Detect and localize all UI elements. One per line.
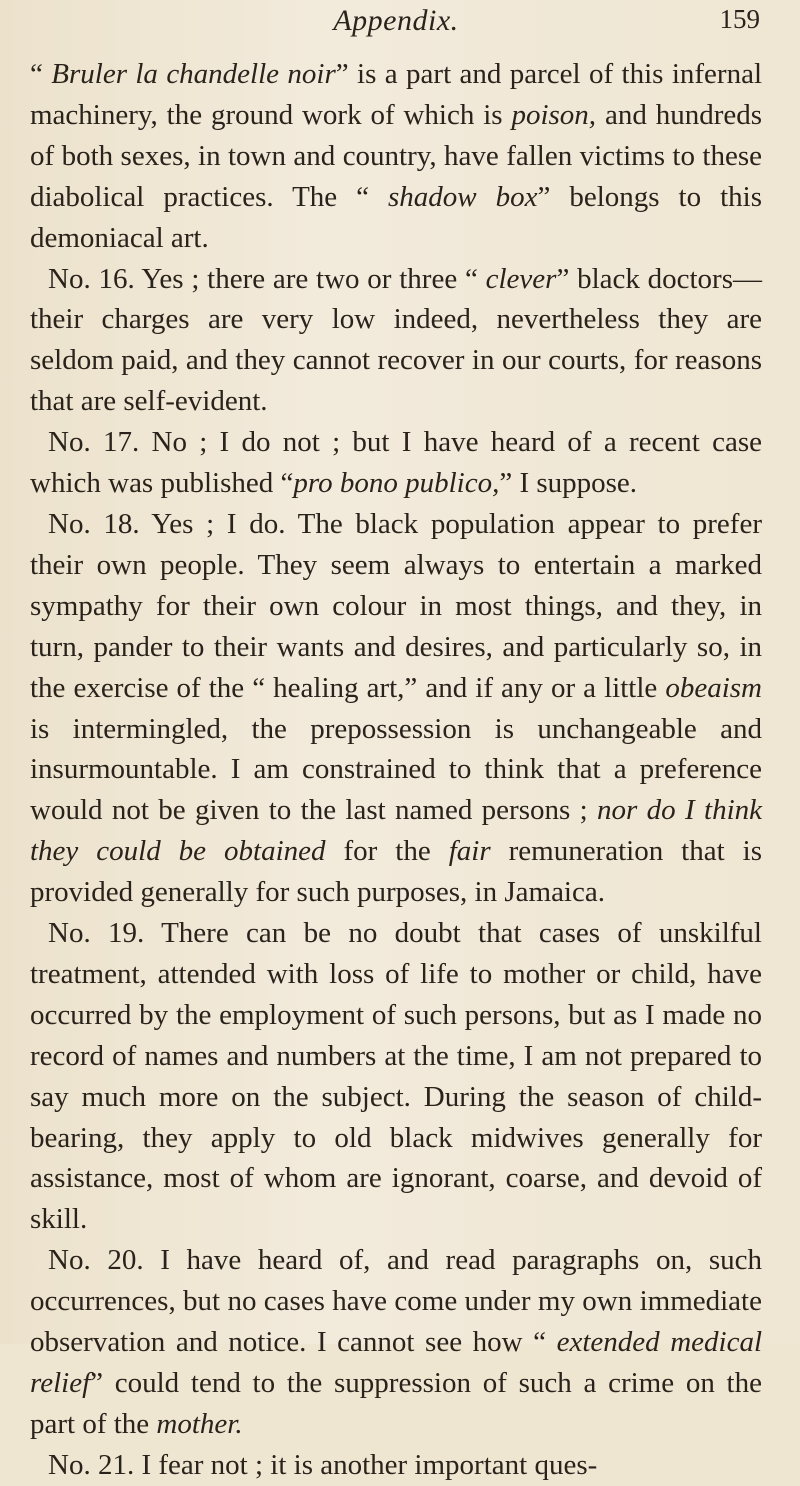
italic-text: nor do I think they could be obtained [30, 794, 762, 868]
italic-text: mother. [156, 1407, 243, 1440]
paragraph [30, 1445, 762, 1486]
body-text [30, 54, 762, 1486]
italic-text: clever [485, 262, 557, 295]
text-run: No. 20. I have heard of, and read paragraphs on, such occurrences, but no cases have come under my own immediate observation and notice. I cannot see how “ [30, 1244, 762, 1359]
text-run: No. 16. Yes ; there are two or three “ [48, 262, 486, 295]
paragraph [30, 504, 762, 913]
italic-text: Bruler la chandelle noir [51, 58, 336, 90]
text-run: ” belongs to this demoniacal art. [30, 180, 762, 254]
italic-text: poison, [511, 98, 597, 131]
italic-text: pro bono publico, [293, 467, 500, 500]
page-header [30, 0, 762, 54]
text-run: No. 19. There can be no doubt that cases of unskilful treatment, attended with loss of life to mother or child, have occurred by the employment of such persons, but as I made no record of names and numbers at the time, I am not prepared to say much more on the subject. During the season of child-bearing, they apply to old black midwives generally for assistance, most of whom are ignorant, coarse, and devoid of skill. [30, 917, 762, 1236]
text-run: is intermingled, the prepossession is unchangeable and insurmountable. I am constrained to think that a preference would not be given to the last named persons ; [30, 712, 762, 827]
italic-text: fair [448, 835, 491, 868]
page-number: 159 [719, 4, 760, 34]
text-run: ” is a part and parcel of this infernal machinery, the ground work of which is [30, 58, 762, 131]
paragraph [30, 913, 762, 1240]
paragraph [30, 259, 762, 423]
text-run: remuneration that is provided generally for such purposes, in Jamaica. [30, 835, 762, 909]
running-title: Appendix. [333, 4, 459, 37]
paragraph [30, 1240, 762, 1445]
italic-text: obeaism [665, 671, 762, 704]
text-run: and hundreds of both sexes, in town and country, have fallen victims to these diabolical practices. The “ [30, 98, 763, 213]
italic-text: shadow box [388, 180, 538, 213]
text-run: No. 21. I fear not ; it is another important ques- [48, 1448, 598, 1481]
text-run: ” black doctors—their charges are very low indeed, nevertheless they are seldom paid, and they cannot recover in our courts, for reasons that are self-evident. [30, 262, 763, 418]
paragraph [30, 422, 762, 504]
text-run: ” I suppose. [499, 467, 638, 500]
italic-text: extended medical relief [30, 1326, 762, 1399]
text-run: “ [30, 58, 52, 90]
text-run: ” could tend to the suppression of such a crime on the part of the [30, 1367, 762, 1440]
text-run: No. 18. Yes ; I do. The black population appear to prefer their own people. They seem always to entertain a marked sympathy for their own colour in most things, and they, in turn, pander to their wants and desires, and particularly so, in the exercise of the “ healing art,” and if any or a little [30, 507, 762, 704]
text-run: for the [325, 835, 449, 868]
text-run: No. 17. No ; I do not ; but I have heard of a recent case which was published “ [30, 426, 762, 500]
paragraph [30, 54, 762, 259]
